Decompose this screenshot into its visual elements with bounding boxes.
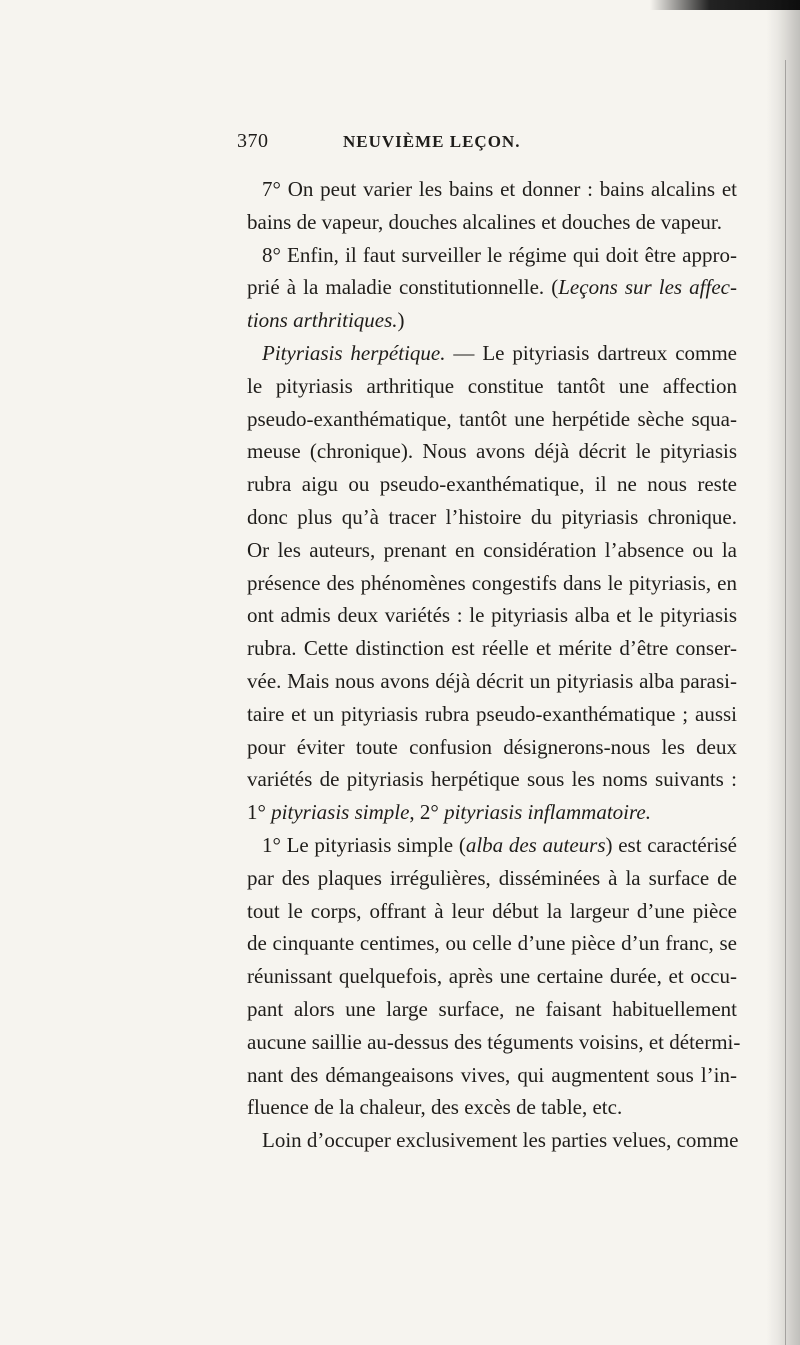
running-head: NEUVIÈME LEÇON. [343, 132, 521, 151]
text-line: par des plaques irrégulières, disséminées à la surface de [247, 865, 737, 890]
text-span: , 2° [409, 800, 445, 825]
text-line: variétés de pityriasis herpétique sous les noms suivants : [247, 767, 737, 792]
text-line: réunissant quelquefois, après une certaine durée, et occu- [247, 964, 737, 989]
page-header [237, 128, 637, 164]
text-span: 1° Le pityriasis simple ( [262, 832, 466, 857]
text-line: de cinquante centimes, ou celle d’une pièce d’un franc, se [247, 931, 737, 956]
text-line: Or les auteurs, prenant en considération l’absence ou la [247, 537, 737, 562]
text-line: fluence de la chaleur, des excès de table, etc. [247, 1095, 623, 1120]
page-edge-line [785, 60, 786, 1345]
text-line: Loin d’occuper exclusivement les parties velues, comme [262, 1128, 739, 1153]
text-line: rubra aigu ou pseudo-exanthématique, il ne nous reste [247, 472, 737, 497]
section-heading: Pityriasis herpétique. [262, 340, 446, 365]
text-line: tout le corps, offrant à leur début la largeur d’une pièce [247, 898, 737, 923]
text-span: ) est caractérisé [605, 832, 737, 857]
text-line [247, 304, 737, 337]
text-line [247, 271, 737, 304]
text-line: pant alors une large surface, ne faisant habituellement [247, 996, 737, 1021]
italic-term: alba des auteurs [465, 832, 606, 857]
text-line: taire et un pityriasis rubra pseudo-exanthématique ; aussi [247, 701, 737, 726]
text-span: 1° [247, 800, 272, 825]
text-line: 7° On peut varier les bains et donner : bains alcalins et [262, 177, 737, 201]
text-line: nant des démangeaisons vives, qui augmentent sous l’in- [247, 1062, 737, 1087]
italic-term: pityriasis inflammatoire. [444, 800, 651, 825]
text-line: ont admis deux variétés : le pityriasis alba et le pityriasis [247, 603, 737, 628]
text-line: rubra. Cette distinction est réelle et mérite d’être conser- [247, 636, 737, 661]
italic-citation: tions arthritiques. [247, 308, 398, 333]
text-line: bains de vapeur, douches alcalines et douches de vapeur. [247, 209, 722, 234]
body-text [247, 173, 741, 1157]
text-line: vée. Mais nous avons déjà décrit un pityriasis alba parasi- [247, 668, 737, 693]
text-line [247, 337, 737, 370]
text-line: le pityriasis arthritique constitue tantôt une affection [247, 373, 737, 398]
italic-citation: Leçons sur les affec- [558, 275, 737, 300]
text-span: — Le pityriasis dartreux comme [445, 340, 737, 365]
text-line: meuse (chronique). Nous avons déjà décrit le pityriasis [247, 439, 737, 464]
page-number: 370 [237, 130, 269, 152]
text-span: ) [397, 308, 405, 333]
text-line [247, 829, 737, 862]
text-span: prié à la maladie constitutionnelle. ( [247, 275, 559, 300]
text-line: présence des phénomènes congestifs dans le pityriasis, en [247, 570, 737, 595]
text-line [247, 796, 737, 829]
text-line: pseudo-exanthématique, tantôt une herpétide sèche squa- [247, 406, 737, 431]
text-line: aucune saillie au-dessus des téguments voisins, et détermi- [247, 1029, 741, 1054]
text-line: pour éviter toute confusion désignerons-nous les deux [247, 734, 737, 759]
text-line: donc plus qu’à tracer l’histoire du pityriasis chronique. [247, 504, 737, 529]
text-line: 8° Enfin, il faut surveiller le régime qui doit être appro- [262, 242, 737, 267]
page-binding-shadow [766, 0, 800, 1345]
italic-term: pityriasis simple [271, 800, 410, 825]
